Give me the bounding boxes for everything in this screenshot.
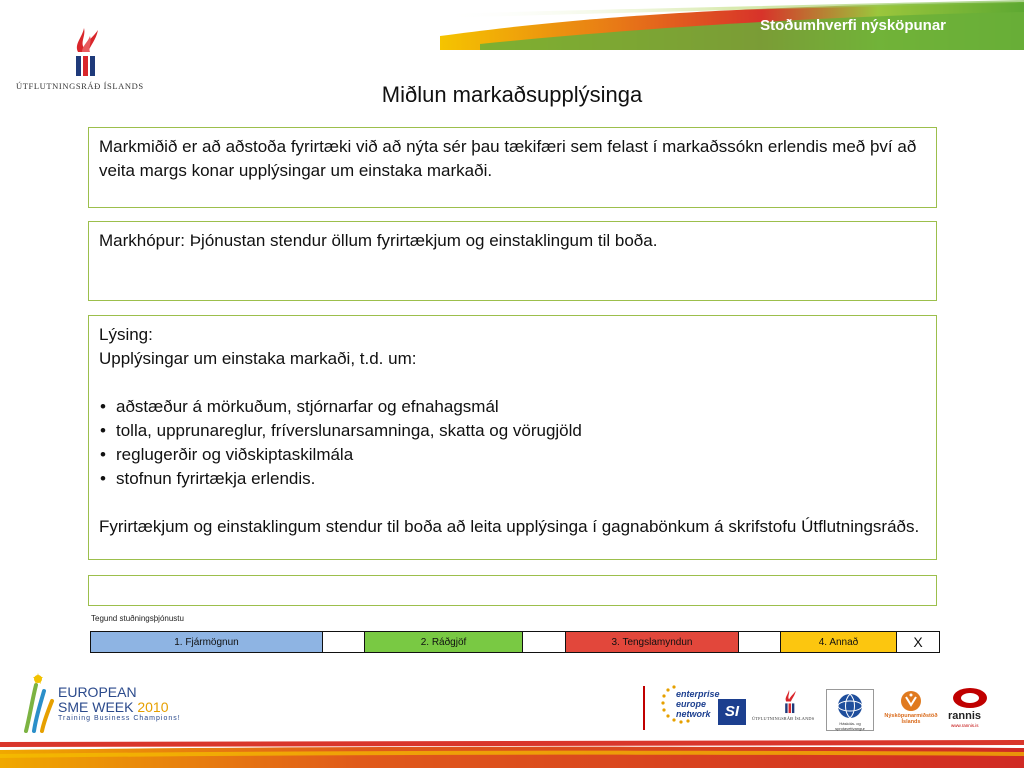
rannis-symbol-icon xyxy=(950,686,990,710)
footer-divider xyxy=(643,686,645,730)
category-other-mark: X xyxy=(897,632,940,653)
target-group-box xyxy=(88,221,937,301)
category-funding: 1. Fjármögnun xyxy=(91,632,323,653)
description-intro: Upplýsingar um einstaka markaði, t.d. um: xyxy=(99,349,417,368)
haskola-sprotavettvangur-logo xyxy=(826,689,874,731)
banner-title: Stoðumhverfi nýsköpunar xyxy=(760,17,946,34)
service-type-table xyxy=(90,631,940,653)
list-item: • stofnun fyrirtækja erlendis. xyxy=(99,467,926,491)
si-logo: SI xyxy=(718,699,746,725)
flame-icon xyxy=(70,24,102,78)
page-title: Miðlun markaðsupplýsinga xyxy=(381,82,643,107)
description-list xyxy=(99,395,926,491)
footer-swoosh-graphic xyxy=(0,740,1024,768)
sme-week-tagline: Training Business Champions! xyxy=(58,715,181,722)
nmi-text: Nýsköpunarmiðstöð Íslands xyxy=(884,713,938,725)
list-item: • reglugerðir og viðskiptaskilmála xyxy=(99,443,926,467)
description-label: Lýsing: xyxy=(99,325,153,344)
description-footer: Fyrirtækjum og einstaklingum stendur til boða að leita upplýsinga í gagnabönkum á skrifstofu Útflutningsráðs. xyxy=(99,517,920,536)
list-item: • aðstæður á mörkuðum, stjórnarfar og efnahagsmál xyxy=(99,395,926,419)
goal-text: Markmiðið er að aðstoða fyrirtæki við að nýta sér þau tækifæri sem felast í markaðssókn erlendis með því að veita margs konar upplýsingar um einstaka markaði. xyxy=(99,137,917,180)
category-networking: 3. Tengslamyndun xyxy=(566,632,739,653)
een-text: enterprise europe network xyxy=(676,689,720,719)
utflutningsrad-small-text: ÚTFLUTNINGSRÁÐ ÍSLANDS xyxy=(752,716,815,721)
sme-week-figure-icon xyxy=(22,671,56,733)
service-type-label: Tegund stuðningsþjónustu xyxy=(91,614,184,623)
utflutningsrad-small-logo xyxy=(752,688,826,726)
empty-box xyxy=(88,575,937,606)
category-advice: 2. Ráðgjöf xyxy=(365,632,523,653)
category-other: 4. Annað xyxy=(781,632,897,653)
rannis-url: www.rannis.is xyxy=(951,723,979,728)
description-box xyxy=(88,315,937,560)
nyskopunarmidstod-logo xyxy=(876,690,946,730)
enterprise-europe-network-logo xyxy=(660,683,720,729)
top-banner xyxy=(440,0,1024,50)
list-item: • tolla, upprunareglur, fríverslunarsamninga, skatta og vörugjöld xyxy=(99,419,926,443)
sme-week-title: EUROPEAN SME WEEK 2010 xyxy=(58,684,169,715)
category-funding-mark xyxy=(323,632,365,653)
european-sme-week-logo xyxy=(22,671,182,735)
goal-box xyxy=(88,127,937,208)
rannis-text: rannis xyxy=(948,710,982,722)
globe-icon xyxy=(827,691,873,721)
nmi-symbol-icon xyxy=(876,690,946,712)
flame-icon xyxy=(782,688,798,714)
rannis-logo xyxy=(948,686,992,730)
category-networking-mark xyxy=(739,632,781,653)
haskola-text: Háskóla- og sprotavettvangur xyxy=(835,721,865,731)
target-group-text: Markhópur: Þjónustan stendur öllum fyrirtækjum og einstaklingum til boða. xyxy=(99,231,658,250)
logo-text: ÚTFLUTNINGSRÁÐ ÍSLANDS xyxy=(16,81,144,91)
category-advice-mark xyxy=(523,632,566,653)
